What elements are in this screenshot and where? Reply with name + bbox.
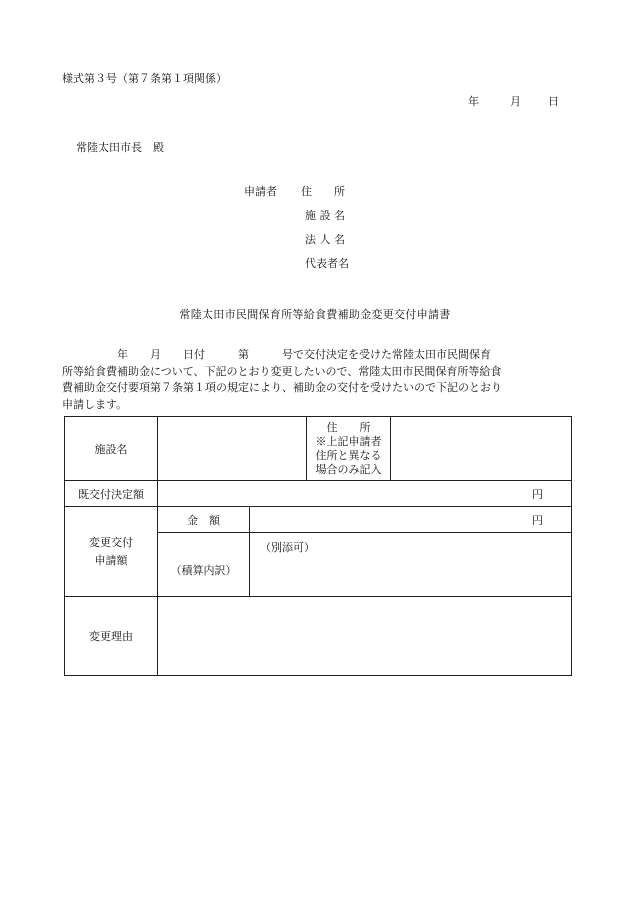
table-row xyxy=(65,481,572,507)
addressee: 常陸太田市長 殿 xyxy=(76,141,164,154)
applicant-corporation-label: 法 人 名 xyxy=(305,233,345,246)
body-text xyxy=(62,347,574,413)
facility-address-label xyxy=(307,417,391,481)
applicant-representative-label: 代表者名 xyxy=(305,257,349,270)
facility-name-label: 施設名 xyxy=(65,417,158,481)
breakdown-field[interactable]: （別添可） xyxy=(250,533,572,597)
breakdown-label: （積算内訳） xyxy=(158,533,250,597)
form-number: 様式第３号（第７条第１項関係） xyxy=(62,72,227,85)
application-table xyxy=(64,416,572,676)
amount-label: 金 額 xyxy=(158,507,250,533)
address-label-line: 住 所 xyxy=(326,420,371,434)
address-label-line: 場合のみ記入 xyxy=(315,462,382,476)
change-amount-label xyxy=(65,507,158,597)
change-amount-field[interactable]: 円 xyxy=(250,507,572,533)
document-title: 常陸太田市民間保育所等給食費補助金変更交付申請書 xyxy=(179,308,451,321)
body-line: 費補助金交付要項第７条第１項の規定により、補助金の交付を受けたいので下記のとおり xyxy=(62,381,502,394)
address-label-line: 住所と異なる xyxy=(315,448,382,462)
change-reason-label: 変更理由 xyxy=(65,597,158,676)
table-row xyxy=(65,597,572,676)
table-row xyxy=(65,417,572,481)
date-day: 日 xyxy=(548,95,559,108)
facility-name-field[interactable] xyxy=(158,417,307,481)
facility-address-field[interactable] xyxy=(391,417,572,481)
change-label-line: 申請額 xyxy=(94,553,128,567)
date-year: 年 xyxy=(468,95,479,108)
applicant-facility-label: 施 設 名 xyxy=(305,209,345,222)
prior-amount-label: 既交付決定額 xyxy=(65,481,158,507)
change-reason-field[interactable] xyxy=(158,597,572,676)
applicant-address-label: 住 所 xyxy=(301,185,345,198)
date-month: 月 xyxy=(510,95,521,108)
prior-amount-field[interactable]: 円 xyxy=(158,481,572,507)
table-row xyxy=(65,507,572,533)
body-line: 申請します。 xyxy=(62,397,128,411)
change-label-line: 変更交付 xyxy=(89,535,133,549)
body-line: 所等給食費補助金について、下記のとおり変更したいので、常陸太田市民間保育所等給食 xyxy=(62,364,502,378)
body-line: 年 月 日付 第 号で交付決定を受けた常陸太田市民間保育 xyxy=(62,348,491,361)
address-label-line: ※上記申請者 xyxy=(315,434,382,448)
applicant-label: 申請者 xyxy=(244,185,277,198)
